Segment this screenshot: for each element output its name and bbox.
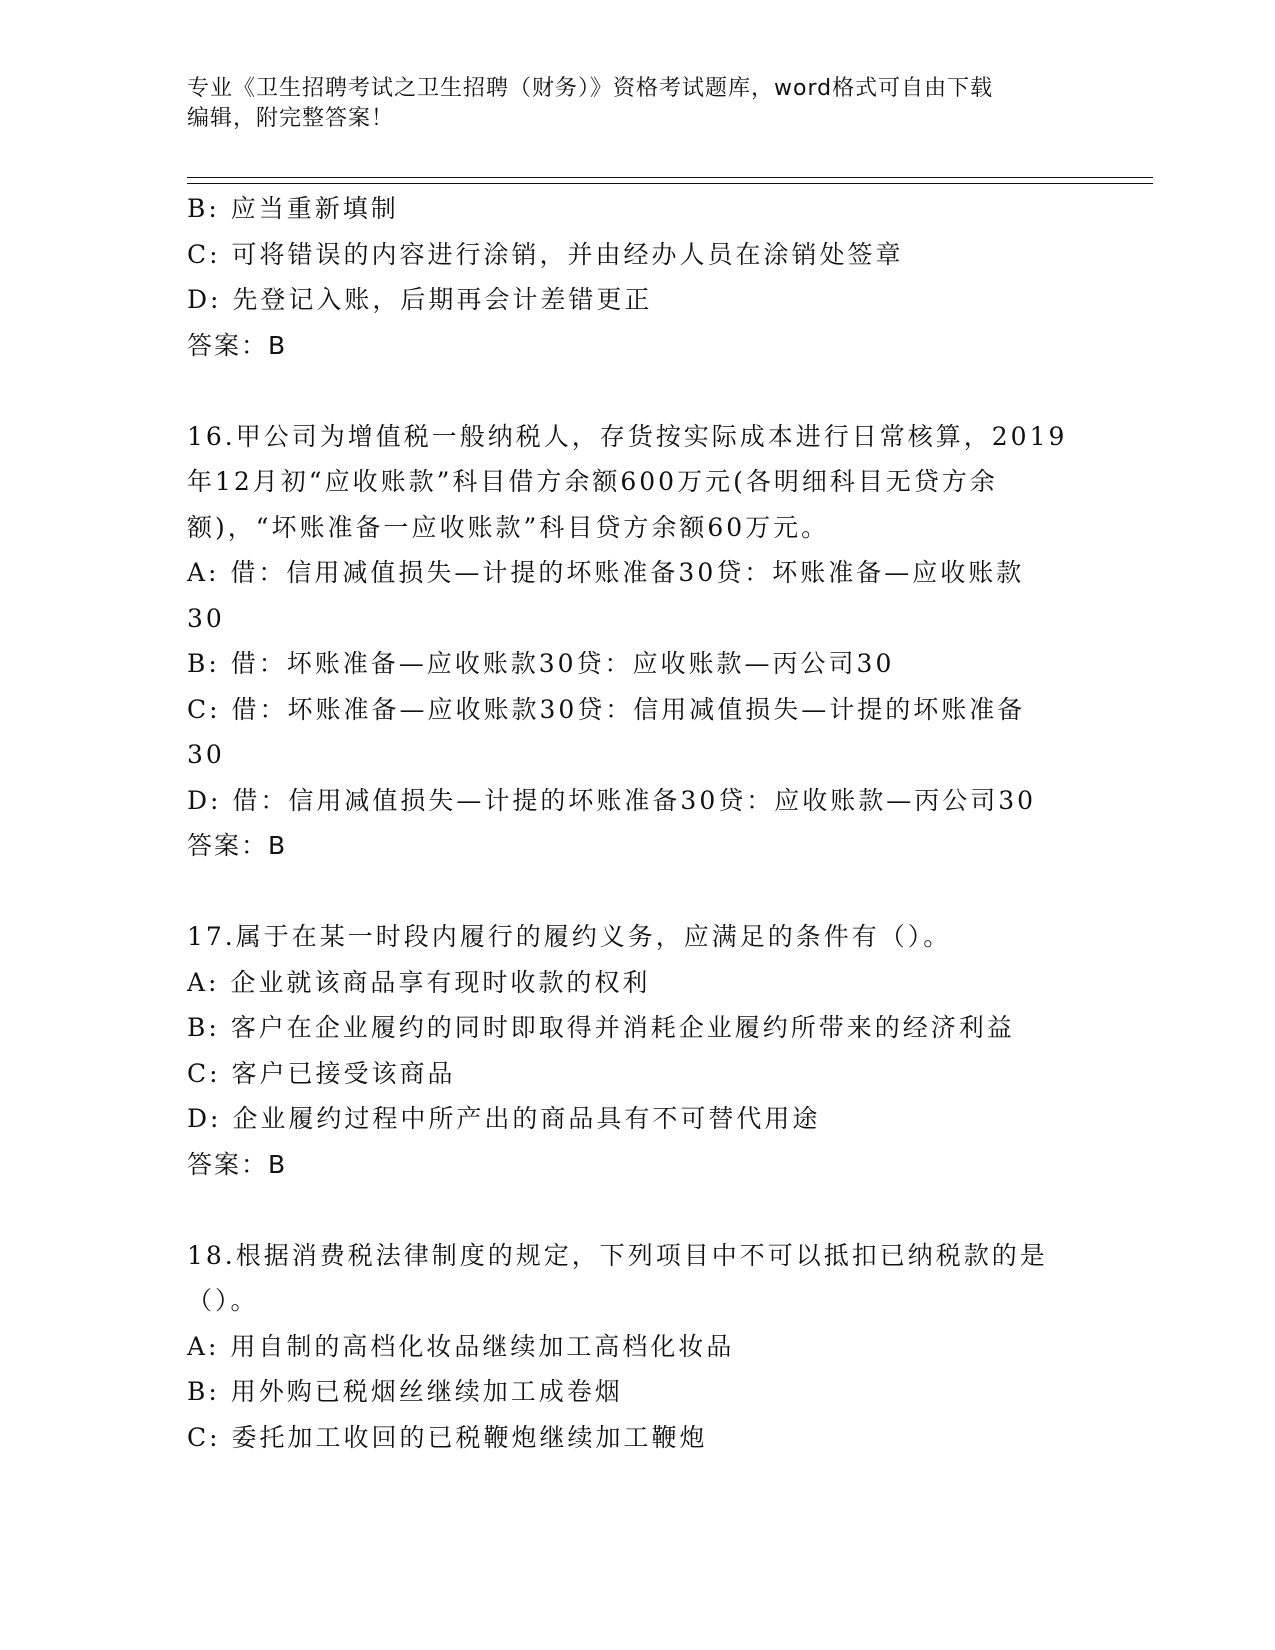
question-18 — [187, 1233, 1087, 1461]
option-c-continued: 30 — [187, 740, 225, 769]
option-a: A: 企业就该商品享有现时收款的权利 — [187, 967, 651, 997]
option-c: C: 借：坏账准备—应收账款30贷：信用减值损失—计提的坏账准备 — [187, 694, 1026, 724]
question-stem-line: 16.甲公司为增值税一般纳税人，存货按实际成本进行日常核算，2019 — [187, 421, 1068, 451]
option-c: C: 客户已接受该商品 — [187, 1058, 456, 1088]
option-d: D: 借：信用减值损失—计提的坏账准备30贷：应收账款—丙公司30 — [187, 785, 1037, 815]
option-c: C: 可将错误的内容进行涂销，并由经办人员在涂销处签章 — [187, 239, 904, 269]
option-d: D: 企业履约过程中所产出的商品具有不可替代用途 — [187, 1104, 821, 1133]
option-a-continued: 30 — [187, 603, 225, 633]
question-16 — [187, 414, 1087, 869]
option-b: B: 借：坏账准备—应收账款30贷：应收账款—丙公司30 — [187, 649, 895, 678]
header-line-2: 编辑，附完整答案！ — [187, 106, 395, 131]
question-stem-line: 年12月初“应收账款”科目借方余额600万元(各明细科目无贷方余 — [187, 467, 998, 496]
answer: 答案：B — [187, 831, 288, 860]
question-content — [187, 186, 1087, 1460]
question-stem-line: 17.属于在某一时段内履行的履约义务，应满足的条件有（）。 — [187, 922, 952, 951]
option-b: B: 应当重新填制 — [187, 194, 399, 223]
option-a: A: 用自制的高档化妆品继续加工高档化妆品 — [187, 1331, 735, 1361]
option-a: A: 借：信用减值损失—计提的坏账准备30贷：坏账准备—应收账款 — [187, 558, 1025, 587]
answer: 答案：B — [187, 330, 288, 360]
document-header — [187, 74, 1087, 134]
option-b: B: 客户在企业履约的同时即取得并消耗企业履约所带来的经济利益 — [187, 1013, 1015, 1042]
option-b: B: 用外购已税烟丝继续加工成卷烟 — [187, 1377, 623, 1406]
question-17 — [187, 914, 1087, 1187]
option-d: D: 先登记入账，后期再会计差错更正 — [187, 285, 653, 314]
answer: 答案：B — [187, 1149, 288, 1179]
question-stem-line: （）。 — [187, 1286, 259, 1315]
header-double-rule — [187, 177, 1153, 184]
question-stem-line: 18.根据消费税法律制度的规定，下列项目中不可以抵扣已纳税款的是 — [187, 1240, 1048, 1270]
option-c: C: 委托加工收回的已税鞭炮继续加工鞭炮 — [187, 1422, 708, 1452]
question-stem-line: 额)，“坏账准备一应收账款”科目贷方余额60万元。 — [187, 512, 830, 542]
question-15-continued — [187, 186, 1087, 368]
header-line-1: 专业《卫生招聘考试之卫生招聘（财务）》资格考试题库，word格式可自由下载 — [187, 76, 994, 101]
